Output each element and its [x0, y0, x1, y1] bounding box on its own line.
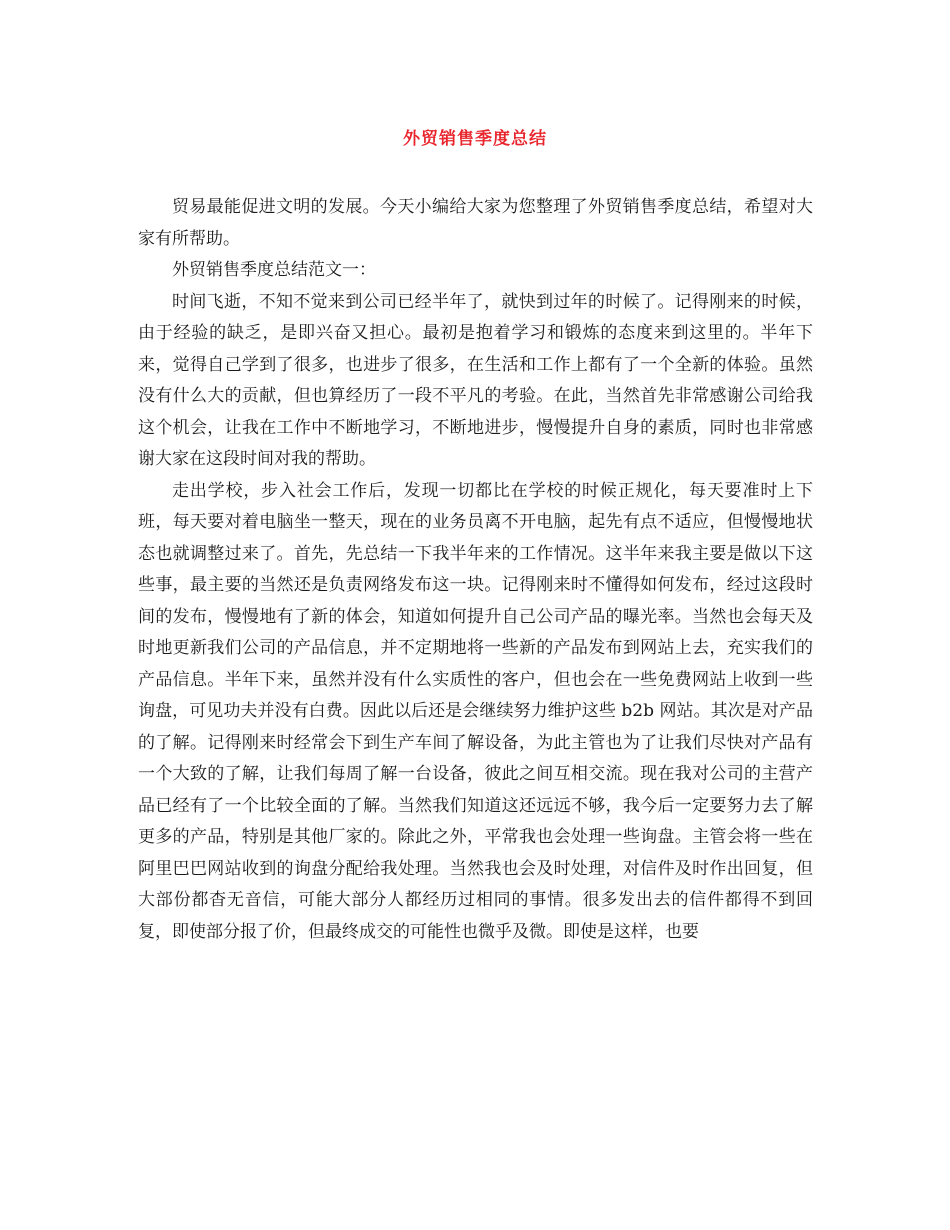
- paragraph-intro: 贸易最能促进文明的发展。今天小编给大家为您整理了外贸销售季度总结，希望对大家有所帮助。: [138, 197, 813, 249]
- document-title: 外贸销售季度总结: [403, 129, 547, 149]
- paragraph-1: 时间飞逝，不知不觉来到公司已经半年了，就快到过年的时候了。记得刚来的时候，由于经验的缺乏，是即兴奋又担心。最初是抱着学习和锻炼的态度来到这里的。半年下来，觉得自己学到了很多，也进步了很多，在生活和工作上都有了一个全新的体验。虽然没有什么大的贡献，但也算经历了一段不平凡的考验。在此，当然首先非常感谢公司给我这个机会，让我在工作中不断地学习，不断地进步，慢慢提升自身的素质，同时也非常感谢大家在这段时间对我的帮助。: [138, 291, 813, 469]
- document-body: [138, 192, 813, 948]
- paragraph-subtitle: 外贸销售季度总结范文一：: [172, 260, 376, 280]
- paragraph-2: 走出学校，步入社会工作后，发现一切都比在学校的时候正规化，每天要准时上下班，每天要对着电脑坐一整天，现在的业务员离不开电脑，起先有点不适应，但慢慢地状态也就调整过来了。首先，先总结一下我半年来的工作情况。这半年来我主要是做以下这些事，最主要的当然还是负责网络发布这一块。记得刚来时不懂得如何发布，经过这段时间的发布，慢慢地有了新的体会，知道如何提升自己公司产品的曝光率。当然也会每天及时地更新我们公司的产品信息，并不定期地将一些新的产品发布到网站上去，充实我们的产品信息。半年下来，虽然并没有什么实质性的客户，但也会在一些免费网站上收到一些询盘，可见功夫并没有白费。因此以后还是会继续努力维护这些 b2b 网站。其次是对产品的了解。记得刚来时经常会下到生产车间了解设备，为此主管也为了让我们尽快对产品有一个大致的了解，让我们每周了解一台设备，彼此之间互相交流。现在我对公司的主营产品已经有了一个比较全面的了解。当然我们知道这还远远不够，我今后一定要努力去了解更多的产品，特别是其他厂家的。除此之外，平常我也会处理一些询盘。主管会将一些在阿里巴巴网站收到的询盘分配给我处理。当然我也会及时处理，对信件及时作出回复，但大部份都杳无音信，可能大部分人都经历过相同的事情。很多发出去的信件都得不到回复，即使部分报了价，但最终成交的可能性也微乎及微。即使是这样，也要: [138, 480, 813, 942]
